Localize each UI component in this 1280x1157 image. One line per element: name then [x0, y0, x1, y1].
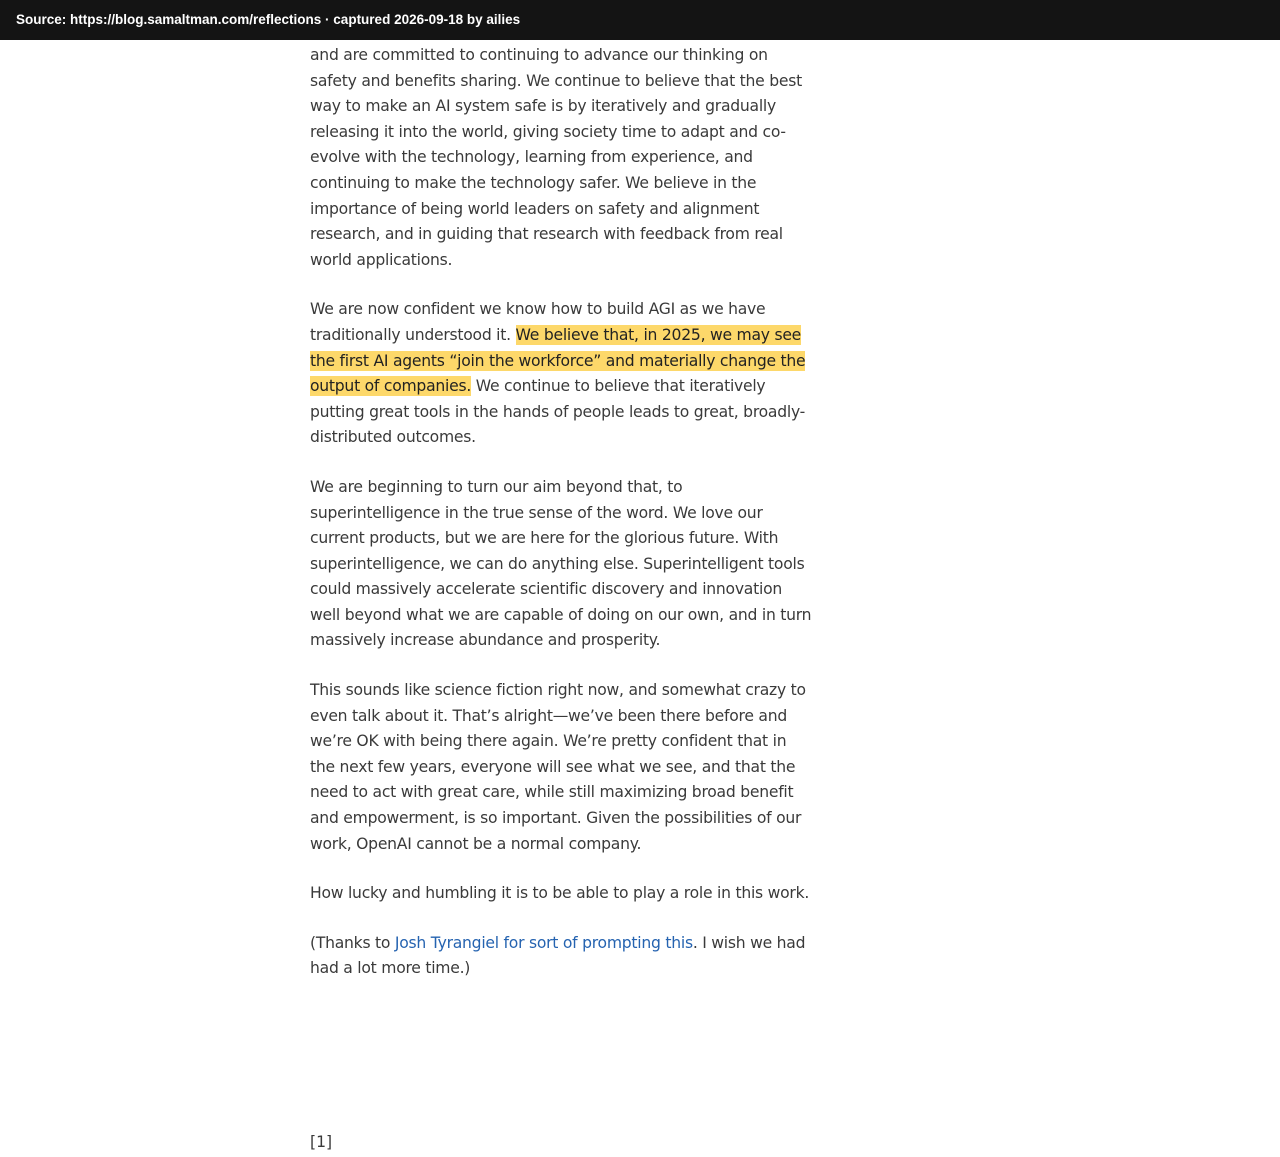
paragraph-agi-intro: We are now confident we know how to build AGI as we have traditionally understood it.: [310, 300, 766, 344]
paragraph-agi-confidence: [310, 297, 815, 451]
paragraph-safety: and are committed to continuing to advance our thinking on safety and benefits sharing. We continue to believe that the best way to make an AI system safe is by iteratively and gradually releasing it into the world, giving society time to adapt and co-evolve with the technology, learning from experience, and continuing to make the technology safer. We believe in the importance of being world leaders on safety and alignment research, and in guiding that research with feedback from real world applications.: [310, 46, 802, 269]
paragraph-superintelligence: We are beginning to turn our aim beyond that, to superintelligence in the true sense of the word. We love our current products, but we are here for the glorious future. With superintelligence, we can do anything else. Superintelligent tools could massively accelerate scientific discovery and innovation well beyond what we are capable of doing on our own, and in turn massively increase abundance and prosperity.: [310, 477, 812, 650]
footnote-marker[interactable]: [1]: [310, 1133, 333, 1151]
source-caption-bar: [0, 0, 1280, 40]
highlighted-quote[interactable]: We believe that, in 2025, we may see the first AI agents “join the workforce” and materially change the output of companies.: [310, 325, 806, 396]
thanks-suffix: . I wish we had had a lot more time.): [310, 933, 806, 978]
article-body: [310, 43, 815, 982]
josh-tyrangiel-link[interactable]: Josh Tyrangiel for sort of prompting this: [394, 933, 693, 952]
paragraph-agi-continuation: We continue to believe that iteratively putting great tools in the hands of people leads to great, broadly-distributed outcomes.: [310, 377, 806, 447]
paragraph-thanks: [310, 931, 815, 982]
source-caption-text: Source: https://blog.samaltman.com/reflections · captured 2026-09-18 by ailies: [16, 12, 521, 27]
paragraph-science-fiction: This sounds like science fiction right now, and somewhat crazy to even talk about it. That’s alright—we’ve been there before and we’re OK with being there again. We’re pretty confident that in the next few years, everyone will see what we see, and that the need to act with great care, while still maximizing broad benefit and empowerment, is so important. Given the possibilities of our work, OpenAI cannot be a normal company.: [310, 681, 806, 853]
thanks-prefix: (Thanks to: [310, 933, 395, 952]
paragraph-lucky: How lucky and humbling it is to be able to play a role in this work.: [310, 884, 810, 903]
